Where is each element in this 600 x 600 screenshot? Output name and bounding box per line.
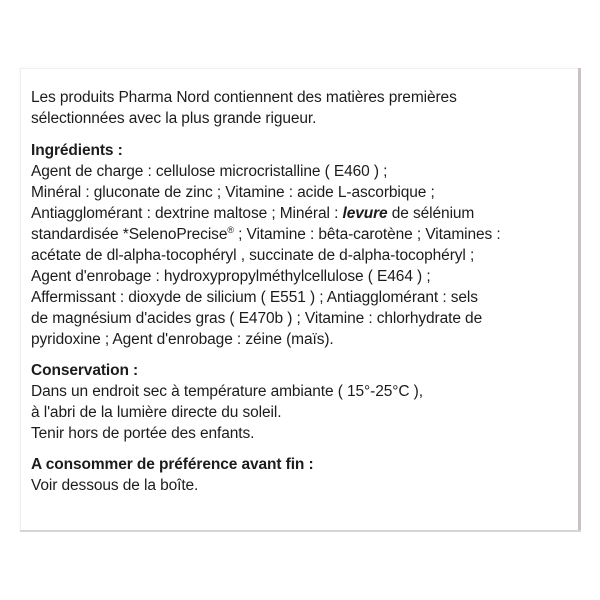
ingredients-line-7: Affermissant : dioxyde de silicium ( E551 ) ; Antiagglomérant : sels	[31, 289, 478, 306]
ingredients-line-1: Agent de charge : cellulose microcristalline ( E460 ) ;	[31, 163, 388, 180]
box-edge-shadow-bottom	[20, 530, 581, 532]
ingredients-heading: Ingrédients :	[31, 142, 123, 159]
ingredients-line-4-end: ; Vitamine : bêta-carotène ; Vitamines :	[233, 226, 501, 243]
box-edge-shadow-right	[578, 68, 581, 530]
ingredients-emphasis-levure: levure	[342, 205, 388, 222]
ingredients-line-6: Agent d'enrobage : hydroxypropylméthylcellulose ( E464 ) ;	[31, 268, 431, 285]
label-text	[31, 87, 576, 496]
ingredients-line-4	[31, 224, 576, 245]
ingredients-line-4-start: standardisée *SelenoPrecise	[31, 226, 228, 243]
conservation-line-3: Tenir hors de portée des enfants.	[31, 425, 255, 442]
conservation-line-1: Dans un endroit sec à température ambiante ( 15°-25°C ),	[31, 383, 423, 400]
intro-line-1: Les produits Pharma Nord contiennent des matières premières	[31, 89, 457, 106]
registered-mark: ®	[227, 225, 234, 235]
ingredients-line-9: pyridoxine ; Agent d'enrobage : zéine (maïs).	[31, 331, 334, 348]
conservation-line-2: à l'abri de la lumière directe du soleil.	[31, 404, 282, 421]
conservation-heading: Conservation :	[31, 362, 139, 379]
ingredients-line-5: acétate de dl-alpha-tocophéryl , succinate de d-alpha-tocophéryl ;	[31, 247, 475, 264]
ingredients-line-3	[31, 203, 576, 224]
best-before-text: Voir dessous de la boîte.	[31, 477, 199, 494]
ingredients-line-3-end: de sélénium	[387, 205, 475, 222]
intro-line-2: sélectionnées avec la plus grande rigueur.	[31, 110, 317, 127]
ingredients-line-8: de magnésium d'acides gras ( E470b ) ; Vitamine : chlorhydrate de	[31, 310, 483, 327]
ingredients-line-3-start: Antiagglomérant : dextrine maltose ; Minéral :	[31, 205, 343, 222]
ingredients-line-2: Minéral : gluconate de zinc ; Vitamine : acide L-ascorbique ;	[31, 184, 435, 201]
best-before-heading: A consommer de préférence avant fin :	[31, 456, 314, 473]
